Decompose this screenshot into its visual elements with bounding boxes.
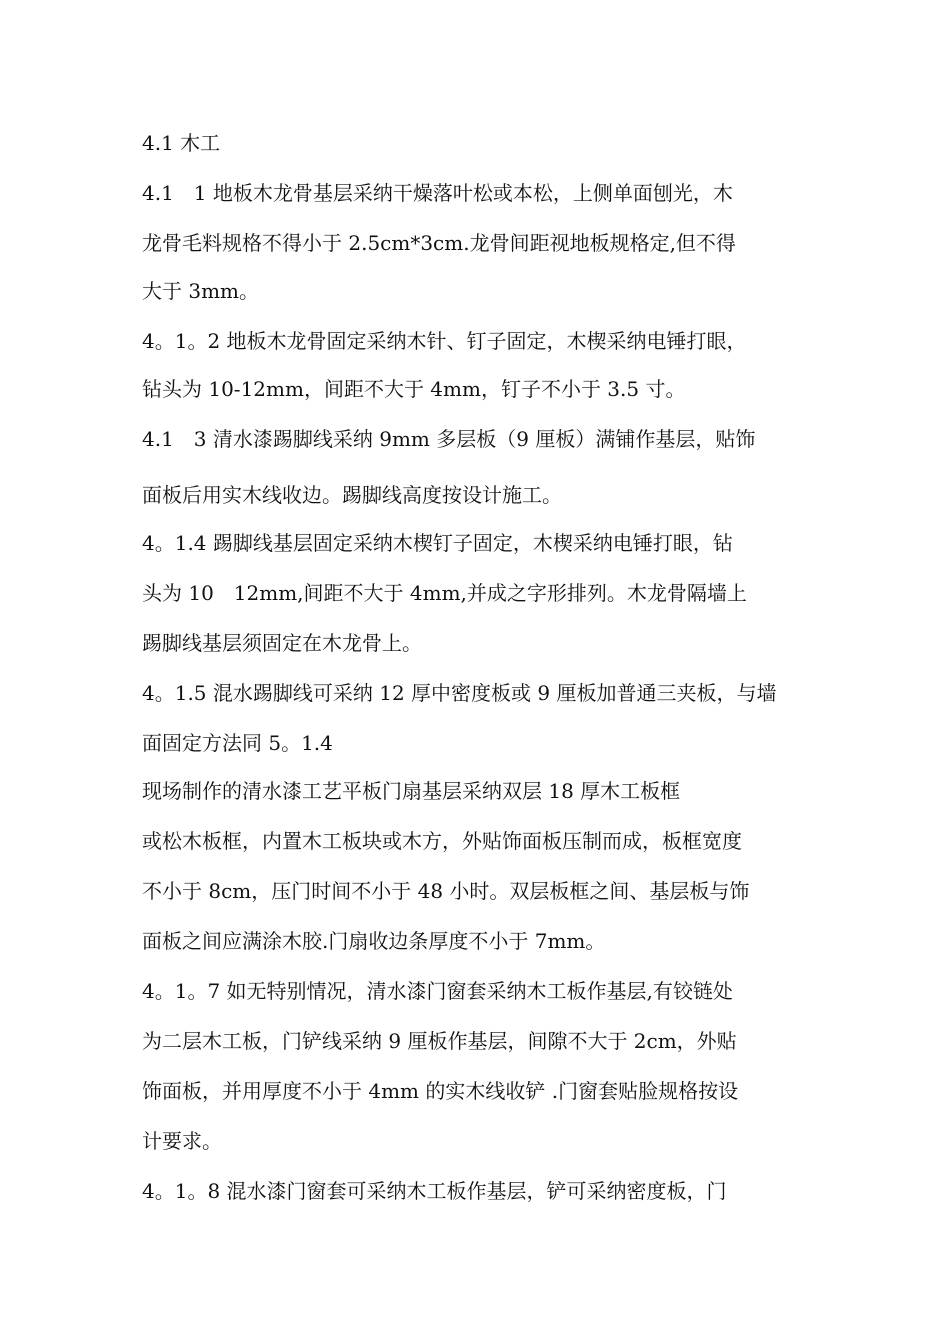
text-line: 龙骨毛料规格不得小于 2.5cm*3cm.龙骨间距视地板规格定,但不得 xyxy=(142,231,736,255)
text-line: 4。1。8 混水漆门窗套可采纳木工板作基层，铲可采纳密度板，门 xyxy=(142,1179,727,1203)
text-line: 为二层木工板，门铲线采纳 9 厘板作基层，间隙不大于 2cm，外贴 xyxy=(142,1029,737,1053)
text-line: 4.1 木工 xyxy=(142,131,221,155)
text-line: 面固定方法同 5。1.4 xyxy=(142,731,333,755)
text-line: 4。1.4 踢脚线基层固定采纳木楔钉子固定，木楔采纳电锤打眼，钻 xyxy=(142,531,733,555)
text-line: 4。1。2 地板木龙骨固定采纳木针、钉子固定，木楔采纳电锤打眼， xyxy=(142,329,747,353)
text-line: 踢脚线基层须固定在木龙骨上。 xyxy=(142,631,422,655)
text-line: 4.1 1 地板木龙骨基层采纳干燥落叶松或本松，上侧单面刨光，木 xyxy=(142,181,733,205)
text-line: 面板之间应满涂木胶.门扇收边条厚度不小于 7mm。 xyxy=(142,929,606,953)
text-line: 4。1.5 混水踢脚线可采纳 12 厚中密度板或 9 厘板加普通三夹板，与墙 xyxy=(142,681,777,705)
text-line: 头为 10 12mm,间距不大于 4mm,并成之字形排列。木龙骨隔墙上 xyxy=(142,581,747,605)
text-line: 面板后用实木线收边。踢脚线高度按设计施工。 xyxy=(142,483,562,507)
text-line: 现场制作的清水漆工艺平板门扇基层采纳双层 18 厚木工板框 xyxy=(142,779,681,803)
text-line: 大于 3mm。 xyxy=(142,279,260,303)
text-line: 4.1 3 清水漆踢脚线采纳 9mm 多层板（9 厘板）满铺作基层，贴饰 xyxy=(142,427,756,451)
text-line: 钻头为 10-12mm，间距不大于 4mm，钉子不小于 3.5 寸。 xyxy=(142,377,686,401)
text-line: 计要求。 xyxy=(142,1129,222,1153)
text-line: 4。1。7 如无特别情况，清水漆门窗套采纳木工板作基层,有铰链处 xyxy=(142,979,733,1003)
text-line: 或松木板框，内置木工板块或木方，外贴饰面板压制而成，板框宽度 xyxy=(142,829,742,853)
text-line: 不小于 8cm，压门时间不小于 48 小时。双层板框之间、基层板与饰 xyxy=(142,879,750,903)
text-line: 饰面板，并用厚度不小于 4mm 的实木线收铲 .门窗套贴脸规格按设 xyxy=(142,1079,739,1103)
